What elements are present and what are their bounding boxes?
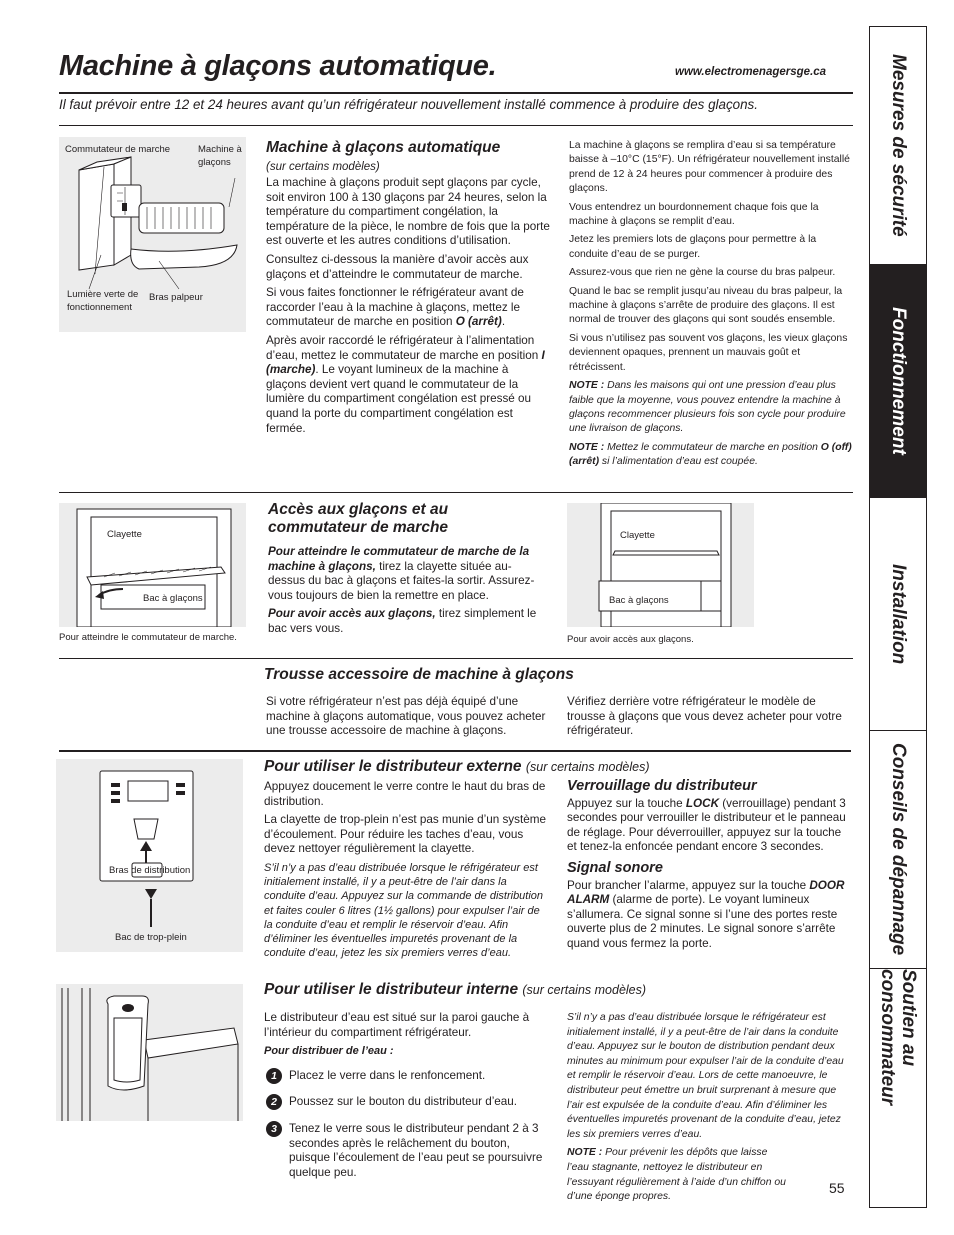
paragraph: Vous entendrez un bourdonnement chaque fois que la machine à glaçons se remplit d’eau. (569, 201, 819, 228)
text: Après avoir raccordé le réfrigérateur à l’alimentation d’eau, mettez le commutateur de marche en position (266, 333, 542, 362)
note-label: NOTE : (569, 441, 605, 453)
section4-heading (264, 758, 824, 776)
section3-heading: Trousse accessoire de machine à glaçons (264, 666, 574, 683)
figure-caption: Pour avoir accès aux glaçons. (567, 634, 694, 645)
paragraph: La clayette de trop-plein n’est pas munie d’un système d’écoulement. Pour réduire les taches d’eau, vous devez nettoyer régulièrement la clayette. (264, 813, 546, 856)
title-rule (59, 92, 853, 94)
note-label: NOTE : (567, 1147, 603, 1159)
emphasis: Pour avoir accès aux glaçons, (268, 607, 436, 621)
section3-left-text: Si votre réfrigérateur n’est pas déjà équipé d’une machine à glaçons automatique, vous pouvez acheter une trousse accessoire de machine à glaçons. (266, 695, 546, 738)
shelf-figure (59, 503, 246, 627)
bin-label: Bac à glaçons (609, 595, 669, 606)
step-number: 3 (266, 1121, 282, 1137)
overflow-tray-label: Bac de trop-plein (115, 932, 187, 943)
emphasis: DOOR ALARM (567, 878, 845, 907)
internal-dispenser-figure (56, 984, 243, 1121)
note-label: NOTE : (569, 380, 605, 392)
text: Dans les maisons qui ont une pression d’eau plus faible que la moyenne, vous pouvez entendre la machine à glaçons recommencer plusieurs fois son cycle pour produire une livraison de glaçons. (569, 380, 846, 435)
text: si l’alimentation d’eau est coupée. (599, 456, 758, 468)
tab-installation[interactable] (870, 498, 926, 731)
emphasis: Pour atteindre le commutateur de marche de la machine à glaçons, (268, 545, 530, 573)
divider (59, 750, 851, 752)
text: (alarme de porte). Le voyant lumineux s’allumera. Ce signal sonne si l’une des portes reste ouverte plus de 2 minutes. Le signal sonore s’arrête quand vous fermez la porte. (567, 893, 838, 950)
step-number: 1 (266, 1068, 282, 1084)
tab-label: Conseils de dépannage (888, 743, 909, 956)
note (569, 379, 852, 437)
tab-safety[interactable] (870, 27, 926, 265)
shelf-illustration (59, 503, 246, 627)
light-label: Lumière verte de fonctionnement (67, 289, 139, 313)
tab-operation[interactable] (870, 265, 926, 498)
paragraph (266, 334, 551, 436)
paragraph (268, 545, 543, 603)
text: tirez la clayette située au-dessus du bac à glaçons et faites-la sortir. Assurez-vous toujours de bien la remettre en place. (268, 559, 535, 602)
section3-right-text: Vérifiez derrière votre réfrigérateur le modèle de trousse à glaçons que vous devez acheter pour votre réfrigérateur. (567, 695, 842, 738)
section1-heading (266, 139, 500, 176)
text: . Le voyant lumineux de la machine à glaçons devient vert quand le commutateur de la lumière du compartiment congélation est pressé ou quand la porte du compartiment congélation est fermée. (266, 363, 532, 435)
intro-text: Il faut prévoir entre 12 et 24 heures avant qu’un réfrigérateur nouvellement installé commence à produire des glaçons. (59, 97, 758, 112)
page-number: 55 (829, 1180, 845, 1196)
divider (59, 658, 853, 659)
text: . (501, 315, 506, 329)
paragraph: Consultez ci-dessous la manière d’avoir accès aux glaçons et d’atteindre le commutateur de marche. (266, 252, 529, 281)
emphasis: O (arrêt) (455, 315, 502, 329)
section2-text (268, 545, 543, 641)
lock-heading: Verrouillage du distributeur (567, 778, 757, 794)
note (569, 441, 852, 470)
emphasis: I (marche) (266, 348, 545, 377)
text: Pour brancher l’alarme, appuyez sur la touche (567, 878, 810, 892)
figure-caption: Pour atteindre le commutateur de marche. (59, 632, 237, 643)
shelf-label: Clayette (620, 530, 655, 541)
note (567, 1146, 792, 1204)
dispenser-illustration (56, 759, 243, 952)
paragraph: S’il n’y a pas d’eau distribuée lorsque le réfrigérateur est initialement installé, il y a peut-être de l’air dans la conduite d’eau. Appuyez sur le bouton de distribution pendant deux minutes au minimum pour expulser l’air de la conduite d’eau et remplir le réservoir d’eau. Lors de cette manoeuvre, le distributeur peut émettre un bruit surprenant à mesure que l’air est expulsée de la conduite d’eau. Afin d’éliminer les éventuelles impuretés provenant de la conduite d’eau, jetez les six premiers verres d’eau. (567, 1012, 844, 1140)
website-url[interactable]: www.electromenagersge.ca (675, 66, 827, 78)
dispenser-arm-label: Bras de distribution (109, 865, 191, 876)
text: Appuyez sur la touche (567, 796, 686, 810)
section5-subheading: (sur certains modèles) (522, 983, 647, 997)
steps-intro: Pour distribuer de l’eau : (264, 1045, 394, 1058)
step-text: Placez le verre dans le renfoncement. (289, 1068, 486, 1082)
section4-right-text (567, 779, 849, 956)
section4-heading-text: Pour utiliser le distributeur externe (264, 758, 522, 775)
paragraph: La machine à glaçons se remplira d’eau si sa température baisse à –10°C (15°F). Un réfrigérateur nouvellement installé prend de 12 à 24 heures pour commencer à produire des glaçons. (569, 140, 850, 195)
bin-label: Bac à glaçons (143, 593, 203, 604)
step-text: Poussez sur le bouton du distributeur d’eau. (289, 1095, 518, 1109)
tab-label: Soutien au consommateur (877, 969, 919, 1106)
paragraph: Jetez les premiers lots de glaçons pour permettre à la conduite d’eau de se purger. (569, 234, 817, 260)
step-item (264, 1095, 549, 1110)
paragraph: Assurez-vous que rien ne gène la course du bras palpeur. (569, 267, 836, 279)
alarm-heading: Signal sonore (567, 859, 663, 876)
bin-illustration (567, 503, 754, 627)
section5-right-text (567, 1011, 850, 1209)
step-item (264, 1122, 549, 1180)
paragraph: Le distributeur d’eau est situé sur la paroi gauche à l’intérieur du compartiment réfrigérateur. (264, 1011, 530, 1039)
emphasis: LOCK (685, 796, 720, 810)
section5-heading (264, 981, 824, 999)
page-title: Machine à glaçons automatique. (59, 50, 497, 82)
tab-consumer-support[interactable] (870, 969, 926, 1206)
switch-label: Commutateur de marche (65, 144, 171, 155)
arm-label: Bras palpeur (149, 292, 203, 303)
step-number: 2 (266, 1094, 282, 1110)
section1-left-text (266, 176, 551, 440)
text: tirez simplement le bac vers vous. (268, 607, 537, 635)
paragraph (567, 879, 849, 952)
section1-right-text (569, 139, 852, 474)
section5-heading-text: Pour utiliser le distributeur interne (264, 981, 519, 998)
paragraph (266, 286, 551, 330)
text: (verrouillage) pendant 3 secondes pour verrouiller le distributeur et le panneau de réglage. Pour déverrouiller, appuyez sur la touche et tenez-la enfoncée pendant encore 3 secondes. (567, 796, 846, 854)
paragraph: Si vous n’utilisez pas souvent vos glaçons, les vieux glaçons deviennent opaques, prennent un mauvais goût et rétrécissent. (569, 332, 848, 373)
text: Si vous faites fonctionner le réfrigérateur avant de raccorder l’eau à la machine à glaçons, mettez le commutateur de marche en position (266, 286, 524, 329)
step-text: Tenez le verre sous le distributeur pendant 2 à 3 secondes après le relâchement du bouton, puisque l’écoulement de l’eau peut se poursuivre quelque peu. (289, 1121, 543, 1179)
steps-list (264, 1069, 549, 1181)
divider (59, 492, 853, 493)
icemaker-label: Machine à glaçons (198, 144, 242, 168)
section-tabs (869, 26, 927, 1208)
emphasis: O (off) (arrêt) (569, 441, 852, 468)
text: Pour prévenir les dépôts que laisse l’eau stagnante, nettoyez le distributeur en l’essuyant régulièrement à l’aide d’un chiffon ou d’une éponge propres. (567, 1147, 786, 1203)
tab-troubleshooting[interactable] (870, 731, 926, 969)
tab-label: Fonctionnement (888, 307, 909, 455)
section5-left-text (264, 1011, 549, 1192)
text: Mettez le commutateur de marche en position (604, 441, 821, 453)
dispenser-figure (56, 759, 243, 952)
internal-dispenser-illustration (56, 984, 243, 1121)
section1-subheading: (sur certains modèles) (266, 161, 380, 173)
bin-figure (567, 503, 754, 627)
paragraph (567, 797, 849, 855)
tab-label: Mesures de sécurité (888, 54, 909, 237)
paragraph: La machine à glaçons produit sept glaçons par cycle, soit environ 100 à 130 glaçons par 24 heures, selon la température du compartiment congélation, la température de la pièce, le nombre de fois que la porte est ouverte et les autres conditions d’utilisation. (266, 176, 550, 248)
divider (59, 125, 853, 126)
step-item (264, 1069, 549, 1084)
section1-heading-text: Machine à glaçons automatique (266, 139, 501, 156)
paragraph (268, 607, 543, 636)
shelf-label: Clayette (107, 529, 142, 540)
section2-heading: Accès aux glaçons et au commutateur de marche (268, 501, 449, 536)
section4-subheading: (sur certains modèles) (525, 760, 650, 774)
tab-label: Installation (888, 563, 909, 665)
paragraph: Quand le bac se remplit jusqu’au niveau du bras palpeur, la machine à glaçons s’arrête de produire des glaçons. Il est normal de trouver des glaçons qui sont soudés ensemble. (569, 285, 843, 326)
paragraph: Appuyez doucement le verre contre le haut du bras de distribution. (264, 780, 546, 808)
section4-left-text (264, 780, 549, 964)
paragraph: S’il n’y a pas d’eau distribuée lorsque le réfrigérateur est initialement installé, il y a peut-être de l’air dans la conduite d’eau. Appuyez sur la commande de distribution et faites couler 6 litres (1½ gallons) pour expulser l’air de la conduite d’eau et remplir le réservoir d’eau. Afin d’éliminer les éventuelles impuretés provenant de la conduite d’eau, jetez les six premiers verres d’eau. (264, 861, 544, 960)
